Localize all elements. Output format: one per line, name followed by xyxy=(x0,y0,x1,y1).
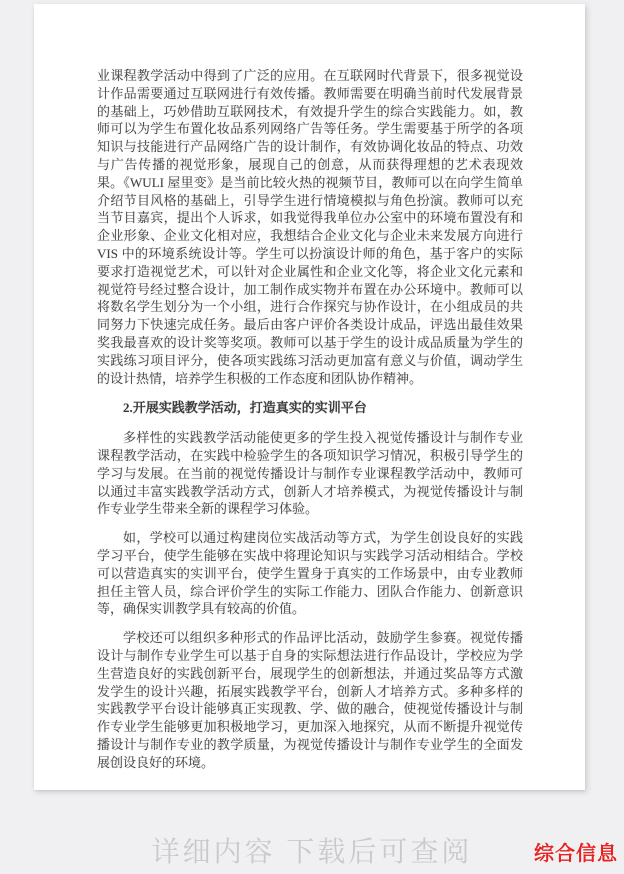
download-hint-text: 详细内容 下载后可查阅 xyxy=(151,836,473,867)
document-page xyxy=(34,4,585,790)
document-paragraph: 多样性的实践教学活动能使更多的学生投入视觉传播设计与制作专业课程教学活动，在实践中检验学生的各项知识学习情况，积极引导学生的学习与发展。在当前的视觉传播设计与制作专业课程教学活动中，教师可以通过丰富实践教学活动方式，创新人才培养模式，为视觉传播设计与制作专业学生带来全新的课程学习体验。 xyxy=(97,430,523,517)
section-heading: 2.开展实践教学活动，打造真实的实训平台 xyxy=(123,400,367,416)
document-paragraph-continued: 业课程教学活动中得到了广泛的应用。在互联网时代背景下，很多视觉设计作品需要通过互联网进行有效传播。教师需要在明确当前时代发展背景的基础上，巧妙借助互联网技术，有效提升学生的综合实践能力。如，教师可以为学生布置化妆品系列网络广告等任务。学生需要基于所学的各项知识与技能进行产品网络广告的设计制作，有效协调化妆品的特点、功效与广告传播的视觉形象，展现自己的创意，从而获得理想的艺术表现效果。《WULI 屋里变》是当前比较火热的视频节目，教师可以在向学生简单介绍节目风格的基础上，引导学生进行情境模拟与角色扮演。教师可以充当节目嘉宾，提出个人诉求，如我觉得我单位办公室中的环境布置没有和企业形象、企业文化相对应，我想结合企业文化与企业未来发展方向进行 VIS 中的环境系统设计等。学生可以扮演设计师的角色，基于客户的实际要求打造视觉艺术，可以针对企业属性和企业文化等，将企业文化元素和视觉符号经过整合设计，加工制作成实物并布置在办公环境中。教师可以将数名学生划分为一个小组，进行合作探究与协作设计，在小组成员的共同努力下快速完成任务。最后由客户评价各类设计成品，评选出最佳效果奖我最喜欢的设计奖等奖项。教师可以基于学生的设计成品质量为学生的实践练习项目评分，使各项实践练习活动更加富有意义与价值，调动学生的设计热情，培养学生积极的工作态度和团队协作精神。 xyxy=(97,68,523,386)
document-paragraph: 如，学校可以通过构建岗位实战活动等方式，为学生创设良好的实践学习平台，使学生能够在实战中将理论知识与实践学习活动相结合。学校可以营造真实的实训平台，使学生置身于真实的工作场景中，由专业教师担任主管人员，综合评价学生的实际工作能力、团队合作能力、创新意识等，确保实训教学具有较高的价值。 xyxy=(97,530,523,617)
document-content xyxy=(34,4,585,771)
source-watermark: 综合信息 xyxy=(534,843,618,865)
document-paragraph: 学校还可以组织多种形式的作品评比活动，鼓励学生参赛。视觉传播设计与制作专业学生可以基于自身的实际想法进行作品设计，学校应为学生营造良好的实践创新平台，展现学生的创新想法，并通过奖品等方式激发学生的设计兴趣，拓展实践教学平台，创新人才培养方式。多种多样的实践教学平台设计能够真正实现教、学、做的融合，使视觉传播设计与制作专业学生能够更加积极地学习，更加深入地探究，从而不断提升视觉传播设计与制作专业的教学质量，为视觉传播设计与制作专业学生的全面发展创设良好的环境。 xyxy=(97,630,523,770)
